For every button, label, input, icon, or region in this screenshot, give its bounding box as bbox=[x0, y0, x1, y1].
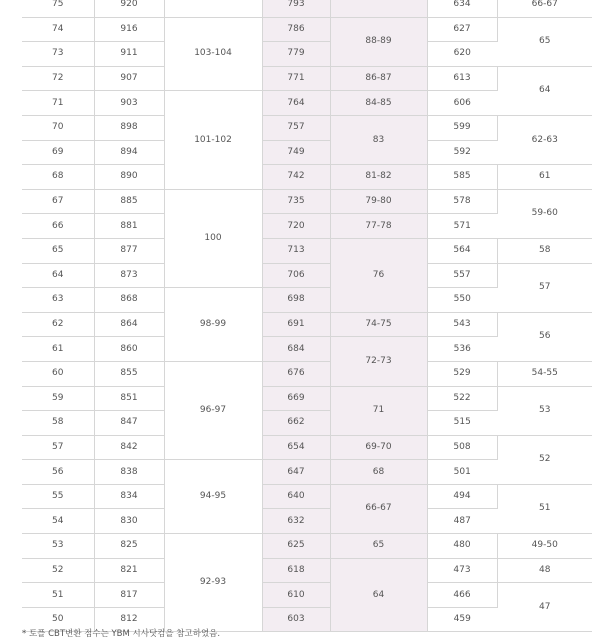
table-row bbox=[22, 115, 592, 140]
cell-score-a: 66 bbox=[22, 214, 94, 239]
cell-score-b: 907 bbox=[94, 66, 164, 91]
cell-score-f: 578 bbox=[427, 189, 497, 214]
cell-score-a: 68 bbox=[22, 165, 94, 190]
cell-score-d: 779 bbox=[262, 42, 330, 67]
cell-score-a: 54 bbox=[22, 509, 94, 534]
cell-score-d: 786 bbox=[262, 17, 330, 42]
cell-score-e: 79-80 bbox=[330, 189, 427, 214]
cell-score-d: 749 bbox=[262, 140, 330, 165]
cell-score-e: 77-78 bbox=[330, 214, 427, 239]
cell-score-c: 103-104 bbox=[164, 17, 262, 91]
cell-score-a: 59 bbox=[22, 386, 94, 411]
cell-score-e: 83 bbox=[330, 115, 427, 164]
cell-score-d: 771 bbox=[262, 66, 330, 91]
cell-score-c: 94-95 bbox=[164, 460, 262, 534]
cell-score-f: 564 bbox=[427, 238, 497, 263]
cell-score-b: 894 bbox=[94, 140, 164, 165]
cell-score-e: 71 bbox=[330, 386, 427, 435]
cell-score-d: 654 bbox=[262, 435, 330, 460]
cell-score-b: 911 bbox=[94, 42, 164, 67]
cell-score-e: 86-87 bbox=[330, 66, 427, 91]
table-row bbox=[22, 435, 592, 460]
cell-score-g: 53 bbox=[497, 386, 592, 435]
cell-score-d: 662 bbox=[262, 411, 330, 436]
cell-score-a: 73 bbox=[22, 42, 94, 67]
table-row bbox=[22, 165, 592, 190]
cell-score-d: 691 bbox=[262, 312, 330, 337]
cell-score-f: 529 bbox=[427, 361, 497, 386]
table-row bbox=[22, 386, 592, 411]
cell-score-d: 764 bbox=[262, 91, 330, 116]
cell-score-d: 640 bbox=[262, 484, 330, 509]
cell-score-f: 508 bbox=[427, 435, 497, 460]
cell-score-b: 851 bbox=[94, 386, 164, 411]
cell-score-b: 830 bbox=[94, 509, 164, 534]
table-body bbox=[22, 0, 592, 632]
cell-score-g: 47 bbox=[497, 583, 592, 632]
cell-score-a: 63 bbox=[22, 288, 94, 313]
cell-score-b: 834 bbox=[94, 484, 164, 509]
table-row bbox=[22, 17, 592, 42]
cell-score-b: 855 bbox=[94, 361, 164, 386]
cell-score-d: 669 bbox=[262, 386, 330, 411]
cell-score-a: 53 bbox=[22, 534, 94, 559]
cell-score-g: 57 bbox=[497, 263, 592, 312]
cell-score-d: 706 bbox=[262, 263, 330, 288]
cell-score-g: 49-50 bbox=[497, 534, 592, 559]
cell-score-g: 52 bbox=[497, 435, 592, 484]
cell-score-d: 793 bbox=[262, 0, 330, 17]
cell-score-f: 543 bbox=[427, 312, 497, 337]
cell-score-d: 684 bbox=[262, 337, 330, 362]
cell-score-e: 65 bbox=[330, 534, 427, 559]
cell-score-f: 599 bbox=[427, 115, 497, 140]
cell-score-g: 61 bbox=[497, 165, 592, 190]
cell-score-a: 74 bbox=[22, 17, 94, 42]
cell-score-a: 57 bbox=[22, 435, 94, 460]
cell-score-a: 72 bbox=[22, 66, 94, 91]
cell-score-a: 62 bbox=[22, 312, 94, 337]
cell-score-a: 58 bbox=[22, 411, 94, 436]
cell-score-f: 613 bbox=[427, 66, 497, 91]
cell-score-d: 720 bbox=[262, 214, 330, 239]
cell-score-f: 550 bbox=[427, 288, 497, 313]
cell-score-e: 81-82 bbox=[330, 165, 427, 190]
cell-score-b: 817 bbox=[94, 583, 164, 608]
cell-score-b: 847 bbox=[94, 411, 164, 436]
cell-score-a: 75 bbox=[22, 0, 94, 17]
cell-score-a: 71 bbox=[22, 91, 94, 116]
cell-score-e bbox=[330, 0, 427, 17]
cell-score-g: 48 bbox=[497, 558, 592, 583]
cell-score-c: 100 bbox=[164, 189, 262, 287]
cell-score-e: 88-89 bbox=[330, 17, 427, 66]
cell-score-b: 873 bbox=[94, 263, 164, 288]
cell-score-e: 72-73 bbox=[330, 337, 427, 386]
footnote: * 토플 CBT변환 점수는 YBM 시사닷컴을 참고하였음. bbox=[22, 629, 221, 639]
table-row bbox=[22, 534, 592, 559]
table-row bbox=[22, 484, 592, 509]
cell-score-a: 50 bbox=[22, 607, 94, 632]
cell-score-d: 610 bbox=[262, 583, 330, 608]
cell-score-b: 860 bbox=[94, 337, 164, 362]
table-row bbox=[22, 558, 592, 583]
cell-score-f: 620 bbox=[427, 42, 497, 67]
cell-score-f: 585 bbox=[427, 165, 497, 190]
cell-score-a: 67 bbox=[22, 189, 94, 214]
cell-score-a: 69 bbox=[22, 140, 94, 165]
cell-score-f: 466 bbox=[427, 583, 497, 608]
cell-score-a: 70 bbox=[22, 115, 94, 140]
cell-score-g: 59-60 bbox=[497, 189, 592, 238]
cell-score-g: 65 bbox=[497, 17, 592, 66]
cell-score-f: 494 bbox=[427, 484, 497, 509]
cell-score-g: 54-55 bbox=[497, 361, 592, 386]
cell-score-a: 61 bbox=[22, 337, 94, 362]
cell-score-b: 898 bbox=[94, 115, 164, 140]
cell-score-d: 698 bbox=[262, 288, 330, 313]
cell-score-e: 84-85 bbox=[330, 91, 427, 116]
cell-score-c bbox=[164, 0, 262, 17]
cell-score-f: 634 bbox=[427, 0, 497, 17]
cell-score-d: 735 bbox=[262, 189, 330, 214]
cell-score-g: 66-67 bbox=[497, 0, 592, 17]
cell-score-a: 56 bbox=[22, 460, 94, 485]
table-row bbox=[22, 583, 592, 608]
cell-score-f: 515 bbox=[427, 411, 497, 436]
cell-score-d: 742 bbox=[262, 165, 330, 190]
cell-score-c: 101-102 bbox=[164, 91, 262, 189]
cell-score-b: 842 bbox=[94, 435, 164, 460]
cell-score-e: 74-75 bbox=[330, 312, 427, 337]
table-row bbox=[22, 0, 592, 17]
cell-score-f: 557 bbox=[427, 263, 497, 288]
cell-score-e: 69-70 bbox=[330, 435, 427, 460]
cell-score-f: 487 bbox=[427, 509, 497, 534]
cell-score-c: 96-97 bbox=[164, 361, 262, 459]
cell-score-b: 890 bbox=[94, 165, 164, 190]
table-row bbox=[22, 312, 592, 337]
cell-score-f: 473 bbox=[427, 558, 497, 583]
cell-score-b: 838 bbox=[94, 460, 164, 485]
cell-score-a: 60 bbox=[22, 361, 94, 386]
table-row bbox=[22, 238, 592, 263]
cell-score-b: 821 bbox=[94, 558, 164, 583]
cell-score-f: 592 bbox=[427, 140, 497, 165]
cell-score-f: 480 bbox=[427, 534, 497, 559]
cell-score-e: 76 bbox=[330, 238, 427, 312]
cell-score-a: 55 bbox=[22, 484, 94, 509]
cell-score-a: 64 bbox=[22, 263, 94, 288]
cell-score-d: 647 bbox=[262, 460, 330, 485]
table-row bbox=[22, 66, 592, 91]
cell-score-f: 501 bbox=[427, 460, 497, 485]
cell-score-g: 62-63 bbox=[497, 115, 592, 164]
cell-score-g: 64 bbox=[497, 66, 592, 115]
cell-score-f: 459 bbox=[427, 607, 497, 632]
cell-score-d: 618 bbox=[262, 558, 330, 583]
cell-score-f: 571 bbox=[427, 214, 497, 239]
cell-score-f: 522 bbox=[427, 386, 497, 411]
cell-score-b: 812 bbox=[94, 607, 164, 632]
cell-score-a: 65 bbox=[22, 238, 94, 263]
cell-score-c: 92-93 bbox=[164, 534, 262, 632]
table-row bbox=[22, 361, 592, 386]
cell-score-b: 868 bbox=[94, 288, 164, 313]
cell-score-c: 98-99 bbox=[164, 288, 262, 362]
cell-score-f: 606 bbox=[427, 91, 497, 116]
cell-score-b: 916 bbox=[94, 17, 164, 42]
cell-score-d: 757 bbox=[262, 115, 330, 140]
cell-score-d: 625 bbox=[262, 534, 330, 559]
cell-score-e: 68 bbox=[330, 460, 427, 485]
cell-score-d: 632 bbox=[262, 509, 330, 534]
cell-score-g: 51 bbox=[497, 484, 592, 533]
cell-score-b: 864 bbox=[94, 312, 164, 337]
cell-score-f: 627 bbox=[427, 17, 497, 42]
cell-score-d: 676 bbox=[262, 361, 330, 386]
cell-score-d: 603 bbox=[262, 607, 330, 632]
cell-score-b: 825 bbox=[94, 534, 164, 559]
cell-score-e: 66-67 bbox=[330, 484, 427, 533]
cell-score-e: 64 bbox=[330, 558, 427, 632]
cell-score-b: 881 bbox=[94, 214, 164, 239]
cell-score-b: 920 bbox=[94, 0, 164, 17]
score-conversion-table bbox=[22, 0, 592, 632]
cell-score-a: 52 bbox=[22, 558, 94, 583]
cell-score-g: 56 bbox=[497, 312, 592, 361]
table-row bbox=[22, 263, 592, 288]
cell-score-d: 713 bbox=[262, 238, 330, 263]
cell-score-g: 58 bbox=[497, 238, 592, 263]
cell-score-b: 903 bbox=[94, 91, 164, 116]
table-row bbox=[22, 189, 592, 214]
cell-score-f: 536 bbox=[427, 337, 497, 362]
cell-score-b: 885 bbox=[94, 189, 164, 214]
cell-score-b: 877 bbox=[94, 238, 164, 263]
cell-score-a: 51 bbox=[22, 583, 94, 608]
